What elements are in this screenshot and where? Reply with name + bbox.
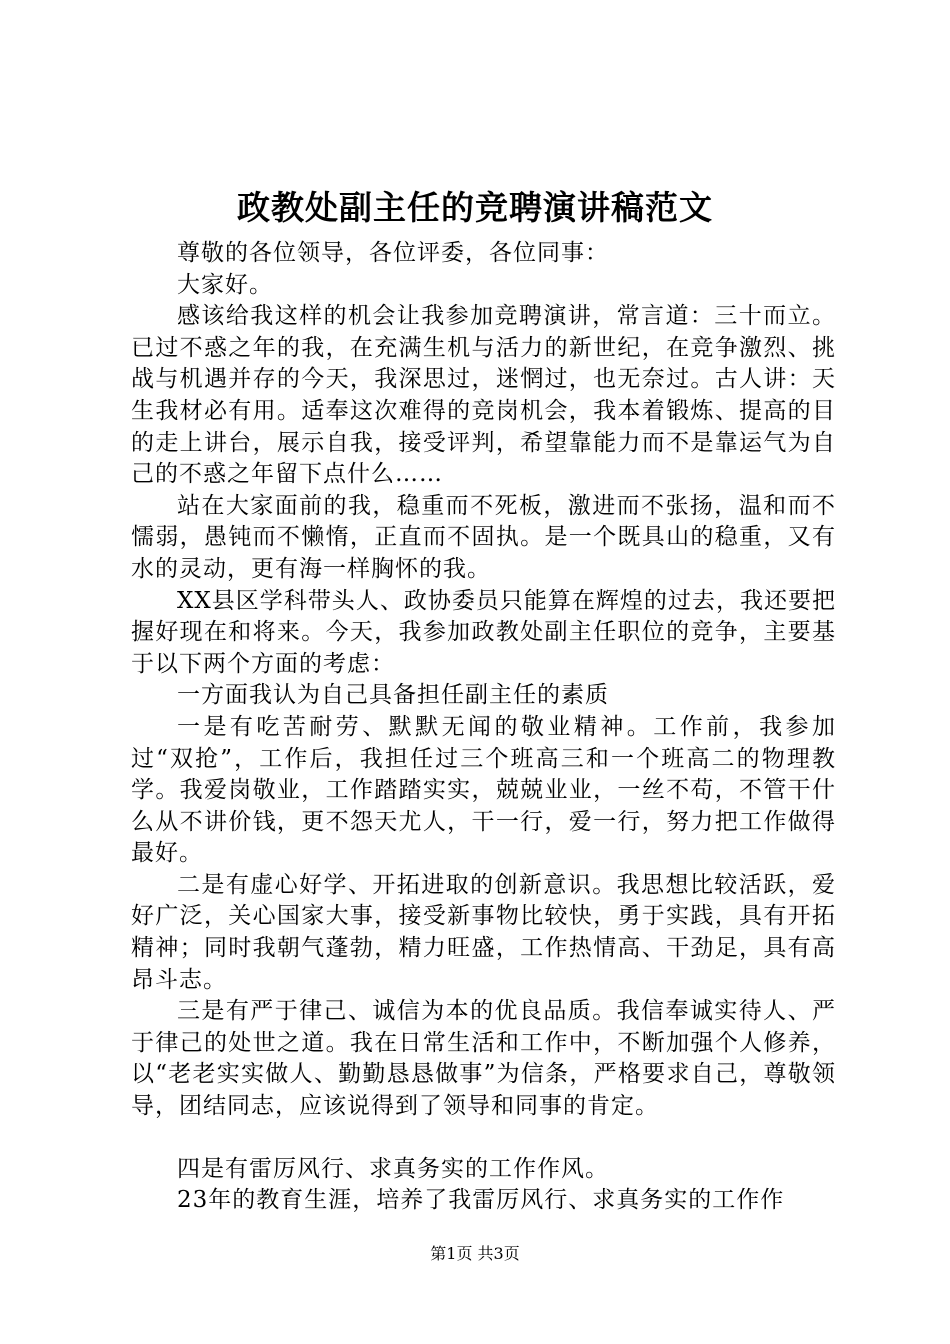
paragraph-point-one: 一是有吃苦耐劳、默默无闻的敬业精神。工作前，我参加过“双抢”，工作后，我担任过三个班高三和一个班高二的物理教学。我爱岗敬业，工作踏踏实实，兢兢业业，一丝不苟，不管干什么从不讲价钱，更不怨天尤人，干一行，爱一行，努力把工作做得最好。 [131, 713, 836, 867]
section-heading-qualities: 一方面我认为自己具备担任副主任的素质 [177, 682, 609, 709]
page-number-footer: 第1页 共3页 [430, 1244, 520, 1263]
greeting: 大家好。 [177, 271, 273, 298]
document-body [131, 238, 836, 1217]
paragraph-point-two: 二是有虚心好学、开拓进取的创新意识。我思想比较活跃，爱好广泛，关心国家大事，接受新事物比较快，勇于实践，具有开拓精神；同时我朝气蓬勃，精力旺盛，工作热情高、干劲足，具有高昂斗志。 [131, 871, 836, 993]
paragraph-career: 23年的教育生涯，培养了我雷厉风行、求真务实的工作作 [177, 1187, 785, 1214]
document-title: 政教处副主任的竞聘演讲稿范文 [237, 188, 713, 227]
paragraph-motivation: XX县区学科带头人、政协委员只能算在辉煌的过去，我还要把握好现在和将来。今天，我参加政教处副主任职位的竞争，主要基于以下两个方面的考虑： [131, 587, 836, 677]
paragraph-opening: 感该给我这样的机会让我参加竞聘演讲，常言道：三十而立。已过不惑之年的我，在充满生机与活力的新世纪，在竞争激烈、挑战与机遇并存的今天，我深思过，迷惘过，也无奈过。古人讲：天生我材必有用。适奉这次难得的竞岗机会，我本着锻炼、提高的目的走上讲台，展示自我，接受评判，希望靠能力而不是靠运气为自己的不惑之年留下点什么…… [131, 303, 836, 488]
salutation: 尊敬的各位领导，各位评委，各位同事： [177, 240, 609, 266]
paragraph-point-three: 三是有严于律己、诚信为本的优良品质。我信奉诚实待人、严于律己的处世之道。我在日常生活和工作中，不断加强个人修养，以“老老实实做人、勤勤恳恳做事”为信条，严格要求自己，尊敬领导，团结同志，应该说得到了领导和同事的肯定。 [131, 998, 836, 1120]
paragraph-self-description: 站在大家面前的我，稳重而不死板，激进而不张扬，温和而不懦弱，愚钝而不懒惰，正直而不固执。是一个既具山的稳重，又有水的灵动，更有海一样胸怀的我。 [131, 492, 836, 582]
paragraph-point-four: 四是有雷厉风行、求真务实的工作作风。 [177, 1155, 609, 1182]
